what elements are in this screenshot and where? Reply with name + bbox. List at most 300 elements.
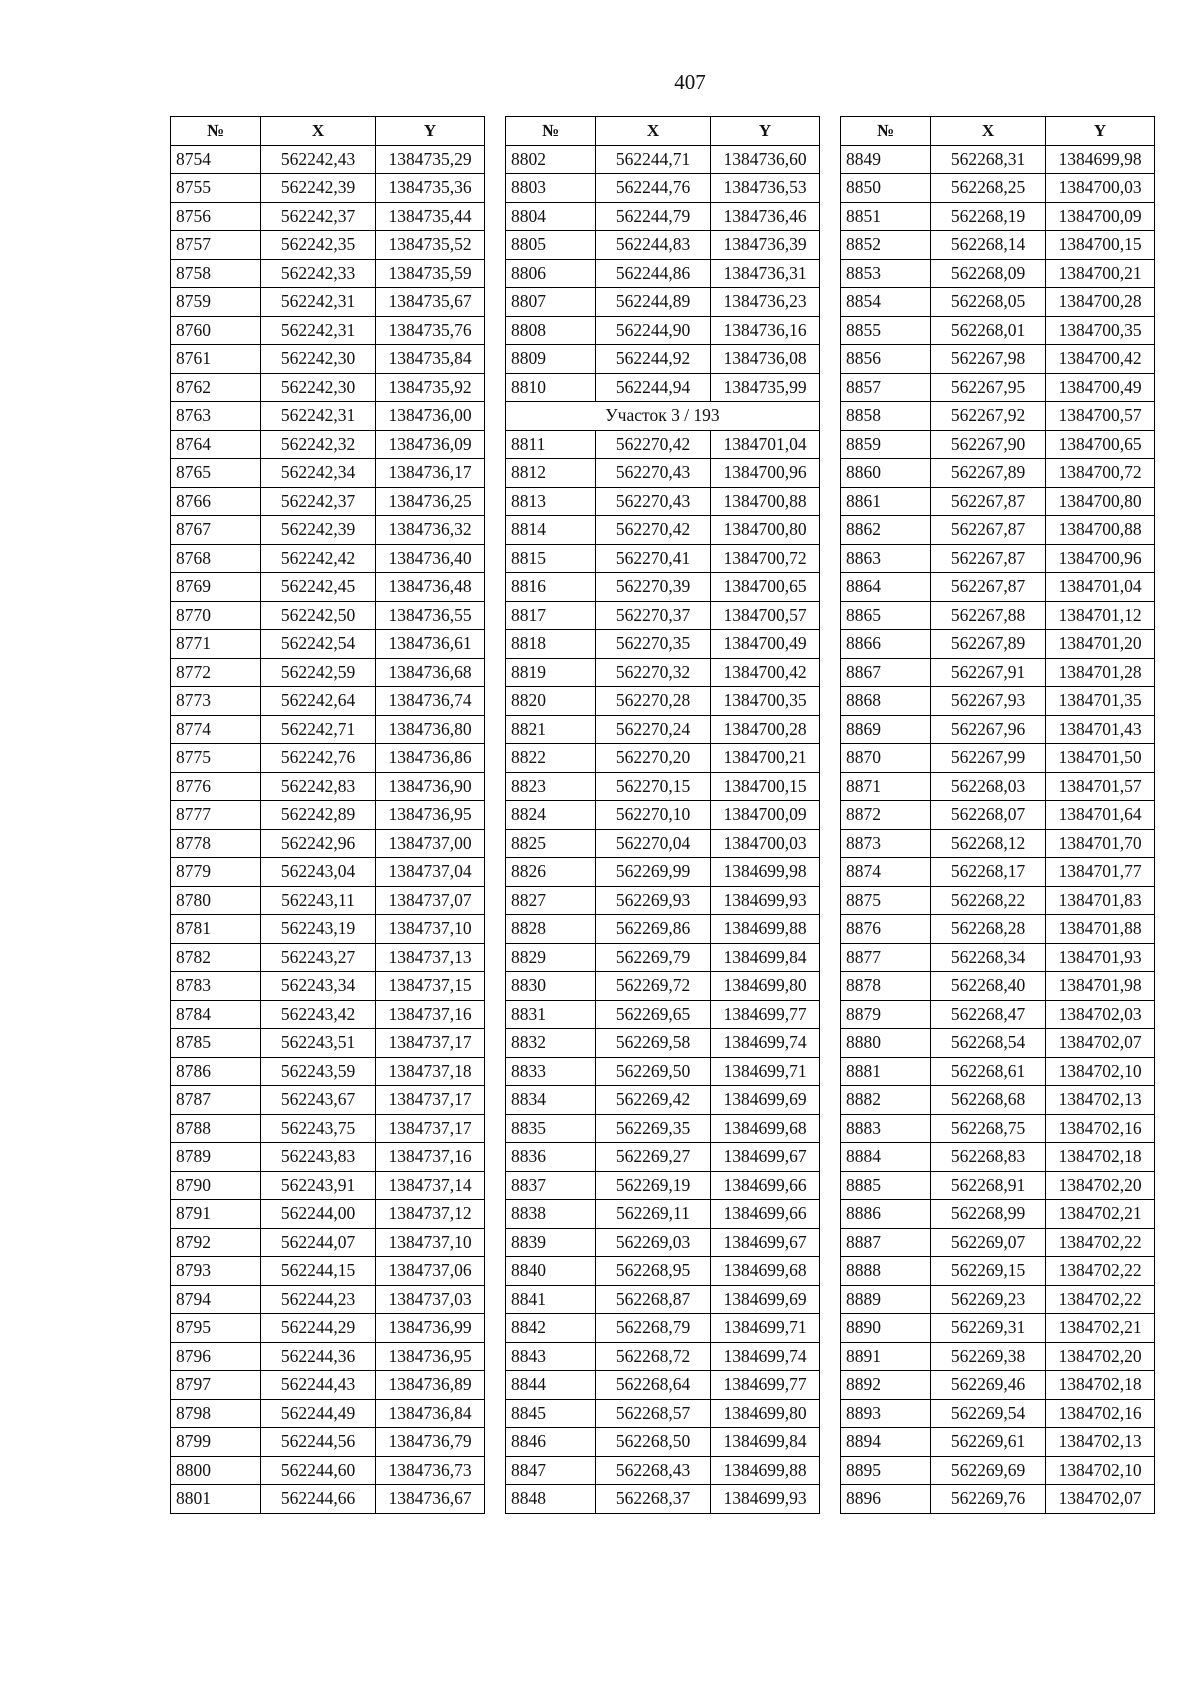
- y-coordinate-cell: 1384701,35: [1046, 687, 1155, 716]
- y-coordinate-cell: 1384699,88: [711, 915, 820, 944]
- table-row: [506, 1114, 820, 1143]
- x-coordinate-cell: 562268,47: [931, 1000, 1046, 1029]
- x-coordinate-cell: 562243,42: [261, 1000, 376, 1029]
- y-coordinate-cell: 1384700,03: [711, 829, 820, 858]
- y-coordinate-cell: 1384702,18: [1046, 1143, 1155, 1172]
- point-number-cell: 8846: [506, 1428, 596, 1457]
- point-number-cell: 8769: [171, 573, 261, 602]
- y-coordinate-cell: 1384699,77: [711, 1371, 820, 1400]
- x-coordinate-cell: 562244,86: [596, 259, 711, 288]
- coordinate-table-2: [505, 116, 820, 1514]
- x-coordinate-cell: 562243,67: [261, 1086, 376, 1115]
- x-coordinate-cell: 562267,89: [931, 630, 1046, 659]
- y-coordinate-cell: 1384736,25: [376, 487, 485, 516]
- x-coordinate-cell: 562269,93: [596, 886, 711, 915]
- x-coordinate-cell: 562243,27: [261, 943, 376, 972]
- point-number-cell: 8825: [506, 829, 596, 858]
- y-coordinate-cell: 1384737,16: [376, 1000, 485, 1029]
- y-coordinate-cell: 1384699,98: [1046, 145, 1155, 174]
- point-number-cell: 8869: [841, 715, 931, 744]
- x-coordinate-cell: 562267,87: [931, 487, 1046, 516]
- y-coordinate-cell: 1384736,39: [711, 231, 820, 260]
- x-coordinate-cell: 562242,30: [261, 373, 376, 402]
- point-number-cell: 8791: [171, 1200, 261, 1229]
- y-coordinate-cell: 1384699,69: [711, 1086, 820, 1115]
- x-coordinate-cell: 562268,25: [931, 174, 1046, 203]
- table-row: [506, 886, 820, 915]
- y-coordinate-cell: 1384700,57: [1046, 402, 1155, 431]
- x-coordinate-cell: 562242,71: [261, 715, 376, 744]
- x-coordinate-cell: 562269,03: [596, 1228, 711, 1257]
- y-coordinate-cell: 1384737,10: [376, 1228, 485, 1257]
- x-coordinate-cell: 562268,61: [931, 1057, 1046, 1086]
- table-row: [506, 231, 820, 260]
- y-coordinate-cell: 1384701,70: [1046, 829, 1155, 858]
- y-coordinate-cell: 1384699,88: [711, 1456, 820, 1485]
- y-coordinate-cell: 1384702,20: [1046, 1171, 1155, 1200]
- y-coordinate-cell: 1384736,74: [376, 687, 485, 716]
- point-number-cell: 8829: [506, 943, 596, 972]
- point-number-cell: 8821: [506, 715, 596, 744]
- point-number-cell: 8798: [171, 1399, 261, 1428]
- table-row: [171, 516, 485, 545]
- x-coordinate-cell: 562242,34: [261, 459, 376, 488]
- point-number-cell: 8857: [841, 373, 931, 402]
- x-coordinate-cell: 562244,36: [261, 1342, 376, 1371]
- point-number-cell: 8894: [841, 1428, 931, 1457]
- point-number-cell: 8877: [841, 943, 931, 972]
- x-coordinate-cell: 562269,11: [596, 1200, 711, 1229]
- table-row: [841, 231, 1155, 260]
- x-coordinate-cell: 562267,95: [931, 373, 1046, 402]
- x-coordinate-cell: 562268,07: [931, 801, 1046, 830]
- point-number-cell: 8776: [171, 772, 261, 801]
- table-row: [841, 1171, 1155, 1200]
- point-number-cell: 8780: [171, 886, 261, 915]
- table-row: [841, 1342, 1155, 1371]
- y-coordinate-cell: 1384699,84: [711, 943, 820, 972]
- table-row: [506, 829, 820, 858]
- point-number-cell: 8882: [841, 1086, 931, 1115]
- y-coordinate-cell: 1384700,09: [1046, 202, 1155, 231]
- y-coordinate-cell: 1384735,52: [376, 231, 485, 260]
- point-number-cell: 8866: [841, 630, 931, 659]
- x-coordinate-cell: 562269,38: [931, 1342, 1046, 1371]
- point-number-cell: 8886: [841, 1200, 931, 1229]
- x-coordinate-cell: 562270,10: [596, 801, 711, 830]
- table-row: [506, 1143, 820, 1172]
- x-coordinate-cell: 562268,31: [931, 145, 1046, 174]
- point-number-cell: 8860: [841, 459, 931, 488]
- point-number-cell: 8782: [171, 943, 261, 972]
- table-row: [171, 715, 485, 744]
- table-row: [171, 288, 485, 317]
- point-number-cell: 8830: [506, 972, 596, 1001]
- x-coordinate-cell: 562270,35: [596, 630, 711, 659]
- table-row: [506, 1399, 820, 1428]
- point-number-cell: 8837: [506, 1171, 596, 1200]
- table-row: [506, 316, 820, 345]
- table-row: [841, 316, 1155, 345]
- column-header-number: №: [171, 117, 261, 146]
- point-number-cell: 8879: [841, 1000, 931, 1029]
- y-coordinate-cell: 1384700,09: [711, 801, 820, 830]
- table-row: [841, 1314, 1155, 1343]
- point-number-cell: 8784: [171, 1000, 261, 1029]
- column-header-x: X: [596, 117, 711, 146]
- table-row: [506, 943, 820, 972]
- y-coordinate-cell: 1384737,17: [376, 1029, 485, 1058]
- table-row: [171, 943, 485, 972]
- y-coordinate-cell: 1384736,32: [376, 516, 485, 545]
- x-coordinate-cell: 562244,76: [596, 174, 711, 203]
- table-row: [171, 402, 485, 431]
- y-coordinate-cell: 1384700,21: [1046, 259, 1155, 288]
- table-row: [841, 544, 1155, 573]
- x-coordinate-cell: 562269,76: [931, 1485, 1046, 1514]
- y-coordinate-cell: 1384699,67: [711, 1143, 820, 1172]
- table-row: [171, 1143, 485, 1172]
- x-coordinate-cell: 562242,32: [261, 430, 376, 459]
- y-coordinate-cell: 1384736,73: [376, 1456, 485, 1485]
- point-number-cell: 8872: [841, 801, 931, 830]
- x-coordinate-cell: 562242,42: [261, 544, 376, 573]
- x-coordinate-cell: 562270,28: [596, 687, 711, 716]
- table-row: [506, 1086, 820, 1115]
- point-number-cell: 8813: [506, 487, 596, 516]
- point-number-cell: 8804: [506, 202, 596, 231]
- point-number-cell: 8864: [841, 573, 931, 602]
- point-number-cell: 8795: [171, 1314, 261, 1343]
- y-coordinate-cell: 1384736,95: [376, 801, 485, 830]
- x-coordinate-cell: 562244,00: [261, 1200, 376, 1229]
- table-row: [171, 544, 485, 573]
- x-coordinate-cell: 562242,45: [261, 573, 376, 602]
- point-number-cell: 8893: [841, 1399, 931, 1428]
- point-number-cell: 8816: [506, 573, 596, 602]
- table-row: [506, 516, 820, 545]
- table-row: [506, 1057, 820, 1086]
- x-coordinate-cell: 562268,75: [931, 1114, 1046, 1143]
- x-coordinate-cell: 562267,87: [931, 544, 1046, 573]
- table-row: [506, 801, 820, 830]
- x-coordinate-cell: 562269,35: [596, 1114, 711, 1143]
- x-coordinate-cell: 562244,60: [261, 1456, 376, 1485]
- x-coordinate-cell: 562269,23: [931, 1285, 1046, 1314]
- x-coordinate-cell: 562267,91: [931, 658, 1046, 687]
- table-row: [171, 202, 485, 231]
- x-coordinate-cell: 562267,87: [931, 516, 1046, 545]
- y-coordinate-cell: 1384736,17: [376, 459, 485, 488]
- point-number-cell: 8763: [171, 402, 261, 431]
- table-row: [171, 345, 485, 374]
- column-header-number: №: [506, 117, 596, 146]
- table-row: [171, 1314, 485, 1343]
- x-coordinate-cell: 562268,17: [931, 858, 1046, 887]
- y-coordinate-cell: 1384701,12: [1046, 601, 1155, 630]
- point-number-cell: 8834: [506, 1086, 596, 1115]
- table-row: [171, 801, 485, 830]
- y-coordinate-cell: 1384700,35: [1046, 316, 1155, 345]
- point-number-cell: 8811: [506, 430, 596, 459]
- y-coordinate-cell: 1384700,72: [711, 544, 820, 573]
- point-number-cell: 8868: [841, 687, 931, 716]
- point-number-cell: 8858: [841, 402, 931, 431]
- table-row: [171, 1029, 485, 1058]
- y-coordinate-cell: 1384702,10: [1046, 1057, 1155, 1086]
- y-coordinate-cell: 1384736,16: [711, 316, 820, 345]
- table-row: [171, 1399, 485, 1428]
- y-coordinate-cell: 1384700,28: [1046, 288, 1155, 317]
- point-number-cell: 8778: [171, 829, 261, 858]
- table-row: [171, 1000, 485, 1029]
- x-coordinate-cell: 562268,72: [596, 1342, 711, 1371]
- point-number-cell: 8861: [841, 487, 931, 516]
- point-number-cell: 8828: [506, 915, 596, 944]
- y-coordinate-cell: 1384700,42: [711, 658, 820, 687]
- point-number-cell: 8853: [841, 259, 931, 288]
- y-coordinate-cell: 1384735,76: [376, 316, 485, 345]
- y-coordinate-cell: 1384702,21: [1046, 1314, 1155, 1343]
- x-coordinate-cell: 562269,79: [596, 943, 711, 972]
- point-number-cell: 8758: [171, 259, 261, 288]
- table-row: [841, 1399, 1155, 1428]
- y-coordinate-cell: 1384735,36: [376, 174, 485, 203]
- point-number-cell: 8863: [841, 544, 931, 573]
- point-number-cell: 8888: [841, 1257, 931, 1286]
- coordinate-table-3: [840, 116, 1155, 1514]
- point-number-cell: 8873: [841, 829, 931, 858]
- y-coordinate-cell: 1384700,57: [711, 601, 820, 630]
- table-row: [506, 601, 820, 630]
- y-coordinate-cell: 1384736,40: [376, 544, 485, 573]
- x-coordinate-cell: 562243,34: [261, 972, 376, 1001]
- x-coordinate-cell: 562269,65: [596, 1000, 711, 1029]
- table-row: [841, 1456, 1155, 1485]
- table-row: [841, 630, 1155, 659]
- x-coordinate-cell: 562269,72: [596, 972, 711, 1001]
- y-coordinate-cell: 1384737,10: [376, 915, 485, 944]
- x-coordinate-cell: 562269,27: [596, 1143, 711, 1172]
- y-coordinate-cell: 1384701,50: [1046, 744, 1155, 773]
- x-coordinate-cell: 562242,31: [261, 288, 376, 317]
- section-row: [506, 402, 820, 431]
- table-row: [171, 744, 485, 773]
- table-row: [506, 1342, 820, 1371]
- column-header-y: Y: [1046, 117, 1155, 146]
- x-coordinate-cell: 562268,50: [596, 1428, 711, 1457]
- x-coordinate-cell: 562242,64: [261, 687, 376, 716]
- y-coordinate-cell: 1384702,22: [1046, 1228, 1155, 1257]
- point-number-cell: 8808: [506, 316, 596, 345]
- table-row: [506, 174, 820, 203]
- point-number-cell: 8843: [506, 1342, 596, 1371]
- y-coordinate-cell: 1384735,44: [376, 202, 485, 231]
- x-coordinate-cell: 562243,51: [261, 1029, 376, 1058]
- x-coordinate-cell: 562267,93: [931, 687, 1046, 716]
- point-number-cell: 8772: [171, 658, 261, 687]
- y-coordinate-cell: 1384737,00: [376, 829, 485, 858]
- table-row: [171, 687, 485, 716]
- point-number-cell: 8770: [171, 601, 261, 630]
- point-number-cell: 8768: [171, 544, 261, 573]
- x-coordinate-cell: 562244,79: [596, 202, 711, 231]
- table-row: [506, 202, 820, 231]
- point-number-cell: 8785: [171, 1029, 261, 1058]
- point-number-cell: 8775: [171, 744, 261, 773]
- x-coordinate-cell: 562268,12: [931, 829, 1046, 858]
- y-coordinate-cell: 1384699,74: [711, 1342, 820, 1371]
- point-number-cell: 8777: [171, 801, 261, 830]
- table-row: [171, 1485, 485, 1514]
- table-row: [171, 231, 485, 260]
- table-row: [841, 715, 1155, 744]
- x-coordinate-cell: 562269,15: [931, 1257, 1046, 1286]
- x-coordinate-cell: 562242,31: [261, 316, 376, 345]
- x-coordinate-cell: 562270,42: [596, 516, 711, 545]
- y-coordinate-cell: 1384737,13: [376, 943, 485, 972]
- x-coordinate-cell: 562268,03: [931, 772, 1046, 801]
- point-number-cell: 8764: [171, 430, 261, 459]
- table-row: [841, 744, 1155, 773]
- table-row: [506, 630, 820, 659]
- table-row: [506, 573, 820, 602]
- point-number-cell: 8880: [841, 1029, 931, 1058]
- table-row: [171, 915, 485, 944]
- table-row: [506, 772, 820, 801]
- x-coordinate-cell: 562267,90: [931, 430, 1046, 459]
- point-number-cell: 8833: [506, 1057, 596, 1086]
- table-row: [506, 430, 820, 459]
- x-coordinate-cell: 562242,83: [261, 772, 376, 801]
- y-coordinate-cell: 1384699,93: [711, 1485, 820, 1514]
- point-number-cell: 8781: [171, 915, 261, 944]
- y-coordinate-cell: 1384737,18: [376, 1057, 485, 1086]
- x-coordinate-cell: 562270,32: [596, 658, 711, 687]
- y-coordinate-cell: 1384701,64: [1046, 801, 1155, 830]
- point-number-cell: 8790: [171, 1171, 261, 1200]
- table-row: [841, 1485, 1155, 1514]
- y-coordinate-cell: 1384737,04: [376, 858, 485, 887]
- table-row: [506, 1171, 820, 1200]
- y-coordinate-cell: 1384699,66: [711, 1200, 820, 1229]
- table-row: [841, 459, 1155, 488]
- x-coordinate-cell: 562268,95: [596, 1257, 711, 1286]
- table-row: [506, 288, 820, 317]
- point-number-cell: 8789: [171, 1143, 261, 1172]
- y-coordinate-cell: 1384735,59: [376, 259, 485, 288]
- x-coordinate-cell: 562267,89: [931, 459, 1046, 488]
- y-coordinate-cell: 1384701,88: [1046, 915, 1155, 944]
- x-coordinate-cell: 562268,28: [931, 915, 1046, 944]
- point-number-cell: 8812: [506, 459, 596, 488]
- table-row: [841, 202, 1155, 231]
- point-number-cell: 8786: [171, 1057, 261, 1086]
- x-coordinate-cell: 562268,01: [931, 316, 1046, 345]
- y-coordinate-cell: 1384702,16: [1046, 1399, 1155, 1428]
- point-number-cell: 8762: [171, 373, 261, 402]
- x-coordinate-cell: 562244,07: [261, 1228, 376, 1257]
- x-coordinate-cell: 562269,07: [931, 1228, 1046, 1257]
- x-coordinate-cell: 562242,35: [261, 231, 376, 260]
- table-row: [506, 715, 820, 744]
- point-number-cell: 8849: [841, 145, 931, 174]
- table-row: [841, 943, 1155, 972]
- x-coordinate-cell: 562269,58: [596, 1029, 711, 1058]
- table-row: [506, 858, 820, 887]
- x-coordinate-cell: 562244,23: [261, 1285, 376, 1314]
- point-number-cell: 8796: [171, 1342, 261, 1371]
- table-row: [506, 1200, 820, 1229]
- point-number-cell: 8759: [171, 288, 261, 317]
- y-coordinate-cell: 1384735,92: [376, 373, 485, 402]
- point-number-cell: 8801: [171, 1485, 261, 1514]
- y-coordinate-cell: 1384700,72: [1046, 459, 1155, 488]
- y-coordinate-cell: 1384736,95: [376, 1342, 485, 1371]
- y-coordinate-cell: 1384700,96: [1046, 544, 1155, 573]
- table-row: [841, 345, 1155, 374]
- point-number-cell: 8885: [841, 1171, 931, 1200]
- x-coordinate-cell: 562244,56: [261, 1428, 376, 1457]
- y-coordinate-cell: 1384701,04: [1046, 573, 1155, 602]
- x-coordinate-cell: 562242,96: [261, 829, 376, 858]
- table-row: [171, 601, 485, 630]
- x-coordinate-cell: 562244,49: [261, 1399, 376, 1428]
- table-row: [171, 1257, 485, 1286]
- y-coordinate-cell: 1384700,65: [1046, 430, 1155, 459]
- table-row: [841, 1057, 1155, 1086]
- y-coordinate-cell: 1384699,68: [711, 1257, 820, 1286]
- y-coordinate-cell: 1384736,09: [376, 430, 485, 459]
- point-number-cell: 8883: [841, 1114, 931, 1143]
- x-coordinate-cell: 562242,33: [261, 259, 376, 288]
- y-coordinate-cell: 1384702,07: [1046, 1485, 1155, 1514]
- y-coordinate-cell: 1384702,18: [1046, 1371, 1155, 1400]
- y-coordinate-cell: 1384700,88: [711, 487, 820, 516]
- x-coordinate-cell: 562268,91: [931, 1171, 1046, 1200]
- point-number-cell: 8827: [506, 886, 596, 915]
- y-coordinate-cell: 1384700,42: [1046, 345, 1155, 374]
- point-number-cell: 8889: [841, 1285, 931, 1314]
- y-coordinate-cell: 1384701,04: [711, 430, 820, 459]
- table-row: [506, 1228, 820, 1257]
- x-coordinate-cell: 562242,31: [261, 402, 376, 431]
- y-coordinate-cell: 1384700,80: [711, 516, 820, 545]
- table-row: [841, 259, 1155, 288]
- point-number-cell: 8807: [506, 288, 596, 317]
- x-coordinate-cell: 562269,54: [931, 1399, 1046, 1428]
- column-header-number: №: [841, 117, 931, 146]
- table-row: [171, 174, 485, 203]
- point-number-cell: 8802: [506, 145, 596, 174]
- table-row: [171, 1456, 485, 1485]
- table-row: [171, 1086, 485, 1115]
- table-row: [506, 1285, 820, 1314]
- point-number-cell: 8842: [506, 1314, 596, 1343]
- x-coordinate-cell: 562270,24: [596, 715, 711, 744]
- table-row: [841, 972, 1155, 1001]
- point-number-cell: 8806: [506, 259, 596, 288]
- point-number-cell: 8881: [841, 1057, 931, 1086]
- x-coordinate-cell: 562244,89: [596, 288, 711, 317]
- y-coordinate-cell: 1384699,84: [711, 1428, 820, 1457]
- table-row: [506, 1000, 820, 1029]
- table-row: [841, 858, 1155, 887]
- point-number-cell: 8892: [841, 1371, 931, 1400]
- table-row: [506, 1257, 820, 1286]
- table-row: [171, 886, 485, 915]
- x-coordinate-cell: 562268,40: [931, 972, 1046, 1001]
